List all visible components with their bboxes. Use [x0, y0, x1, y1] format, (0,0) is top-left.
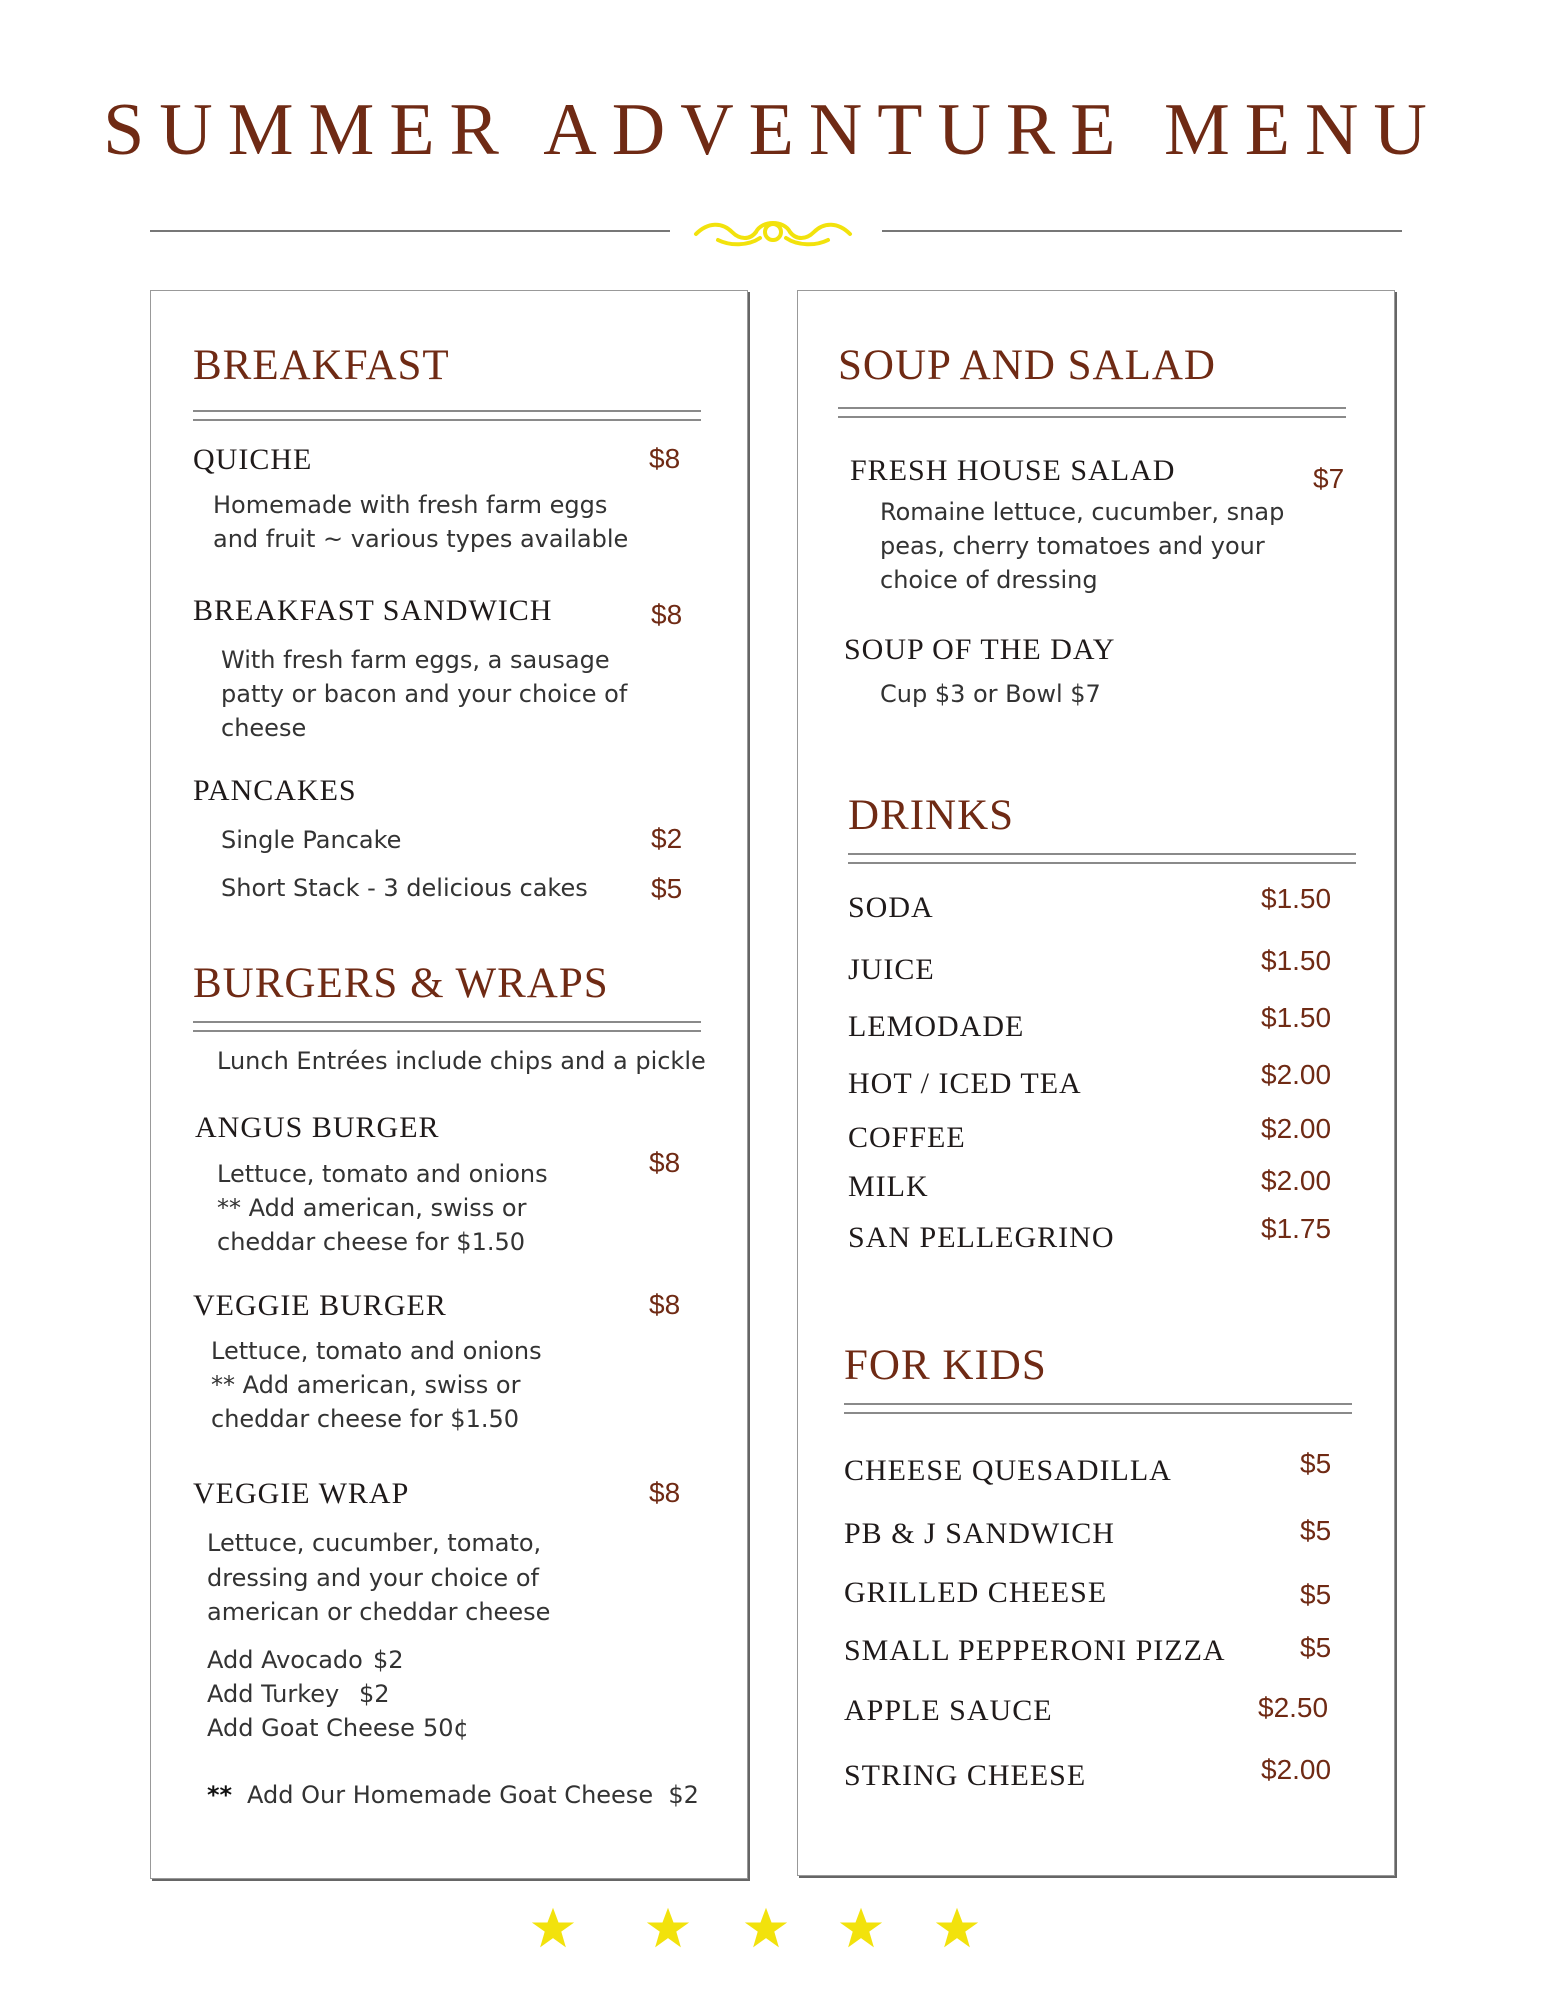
drinks-heading: DRINKS — [848, 792, 1015, 839]
angus-burger-price: $8 — [649, 1147, 681, 1178]
house-salad-desc-1: Romaine lettuce, cucumber, snap — [880, 498, 1285, 526]
veggie-burger-price: $8 — [649, 1289, 681, 1320]
drink-name: SODA — [848, 891, 934, 924]
breakfast-sandwich-price: $8 — [651, 599, 683, 630]
burgers-note: Lunch Entrées include chips and a pickle — [217, 1047, 706, 1075]
star-icon — [645, 1905, 691, 1951]
house-salad-desc-3: choice of dressing — [880, 566, 1098, 594]
single-pancake-label: Single Pancake — [221, 826, 402, 854]
drink-price: $1.75 — [1261, 1213, 1332, 1244]
soup-of-the-day-desc: Cup $3 or Bowl $7 — [880, 680, 1101, 708]
house-salad-desc-2: peas, cherry tomatoes and your — [880, 532, 1265, 560]
drink-name: COFFEE — [848, 1121, 966, 1154]
burgers-divider — [193, 1021, 701, 1032]
title-rule-left — [150, 230, 670, 232]
burgers-heading: BURGERS & WRAPS — [193, 960, 609, 1007]
veggie-wrap-desc-1: Lettuce, cucumber, tomato, — [207, 1529, 542, 1557]
drink-price: $2.00 — [1261, 1165, 1332, 1196]
star-icon — [934, 1905, 980, 1951]
right-menu-panel — [797, 290, 1395, 1876]
kids-item-name: APPLE SAUCE — [844, 1694, 1053, 1727]
angus-burger-desc-3: cheddar cheese for $1.50 — [217, 1228, 526, 1256]
addon-avocado-label: Add Avocado — [207, 1646, 363, 1674]
title-rule-right — [882, 230, 1402, 232]
quiche-desc-1: Homemade with fresh farm eggs — [213, 491, 608, 519]
flourish-ornament-icon — [688, 210, 858, 250]
soup-salad-heading: SOUP AND SALAD — [838, 342, 1216, 389]
veggie-burger-desc-2: ** Add american, swiss or — [211, 1371, 521, 1399]
kids-divider — [844, 1403, 1352, 1414]
kids-item-name: PB & J SANDWICH — [844, 1517, 1115, 1550]
goat-cheese-footnote: Add Our Homemade Goat Cheese $2 — [247, 1781, 699, 1809]
left-menu-panel — [150, 290, 748, 1879]
drink-price: $2.00 — [1261, 1059, 1332, 1090]
house-salad-name: FRESH HOUSE SALAD — [850, 454, 1176, 487]
footnote-mark: ** — [207, 1781, 233, 1809]
breakfast-divider — [193, 410, 701, 421]
addon-goat-cheese-price: 50¢ — [423, 1714, 469, 1742]
kids-item-price: $2.00 — [1261, 1754, 1332, 1785]
drink-name: JUICE — [848, 953, 935, 986]
kids-item-name: GRILLED CHEESE — [844, 1576, 1108, 1609]
addon-turkey-label: Add Turkey — [207, 1680, 340, 1708]
addon-avocado-price: $2 — [373, 1646, 404, 1674]
single-pancake-price: $2 — [651, 823, 683, 854]
drink-price: $2.00 — [1261, 1113, 1332, 1144]
menu-title: SUMMER ADVENTURE MENU — [103, 89, 1442, 171]
kids-item-name: STRING CHEESE — [844, 1759, 1087, 1792]
drink-name: SAN PELLEGRINO — [848, 1221, 1115, 1254]
soup-salad-divider — [838, 407, 1346, 418]
breakfast-sandwich-name: BREAKFAST SANDWICH — [193, 594, 553, 627]
quiche-price: $8 — [649, 443, 681, 474]
veggie-wrap-name: VEGGIE WRAP — [193, 1477, 410, 1510]
angus-burger-name: ANGUS BURGER — [195, 1111, 440, 1144]
short-stack-price: $5 — [651, 873, 683, 904]
angus-burger-desc-2: ** Add american, swiss or — [217, 1194, 527, 1222]
pancakes-name: PANCAKES — [193, 774, 357, 807]
star-icon — [743, 1905, 789, 1951]
short-stack-label: Short Stack - 3 delicious cakes — [221, 874, 588, 902]
drink-price: $1.50 — [1261, 1002, 1332, 1033]
drink-price: $1.50 — [1261, 883, 1332, 914]
breakfast-sandwich-desc-1: With fresh farm eggs, a sausage — [221, 646, 610, 674]
kids-heading: FOR KIDS — [844, 1342, 1047, 1389]
drink-price: $1.50 — [1261, 945, 1332, 976]
kids-item-price: $5 — [1300, 1579, 1332, 1610]
drinks-divider — [848, 853, 1356, 864]
angus-burger-desc-1: Lettuce, tomato and onions — [217, 1160, 548, 1188]
addon-turkey-price: $2 — [359, 1680, 390, 1708]
veggie-wrap-price: $8 — [649, 1477, 681, 1508]
kids-item-price: $5 — [1300, 1515, 1332, 1546]
breakfast-heading: BREAKFAST — [193, 342, 450, 389]
soup-of-the-day-name: SOUP OF THE DAY — [844, 633, 1116, 666]
veggie-burger-name: VEGGIE BURGER — [193, 1289, 447, 1322]
veggie-burger-desc-1: Lettuce, tomato and onions — [211, 1337, 542, 1365]
breakfast-sandwich-desc-2: patty or bacon and your choice of — [221, 680, 628, 708]
house-salad-price: $7 — [1313, 463, 1345, 494]
breakfast-sandwich-desc-3: cheese — [221, 714, 307, 742]
kids-item-name: CHEESE QUESADILLA — [844, 1454, 1172, 1487]
drink-name: LEMODADE — [848, 1010, 1025, 1043]
veggie-wrap-desc-3: american or cheddar cheese — [207, 1598, 551, 1626]
kids-item-price: $2.50 — [1258, 1692, 1329, 1723]
veggie-wrap-desc-2: dressing and your choice of — [207, 1564, 539, 1592]
kids-item-price: $5 — [1300, 1632, 1332, 1663]
star-icon — [838, 1905, 884, 1951]
addon-goat-cheese-label: Add Goat Cheese — [207, 1714, 415, 1742]
drink-name: HOT / ICED TEA — [848, 1067, 1082, 1100]
quiche-desc-2: and fruit ~ various types available — [213, 525, 629, 553]
quiche-name: QUICHE — [193, 443, 313, 476]
kids-item-name: SMALL PEPPERONI PIZZA — [844, 1634, 1226, 1667]
veggie-burger-desc-3: cheddar cheese for $1.50 — [211, 1405, 520, 1433]
star-icon — [530, 1905, 576, 1951]
kids-item-price: $5 — [1300, 1448, 1332, 1479]
drink-name: MILK — [848, 1170, 929, 1203]
